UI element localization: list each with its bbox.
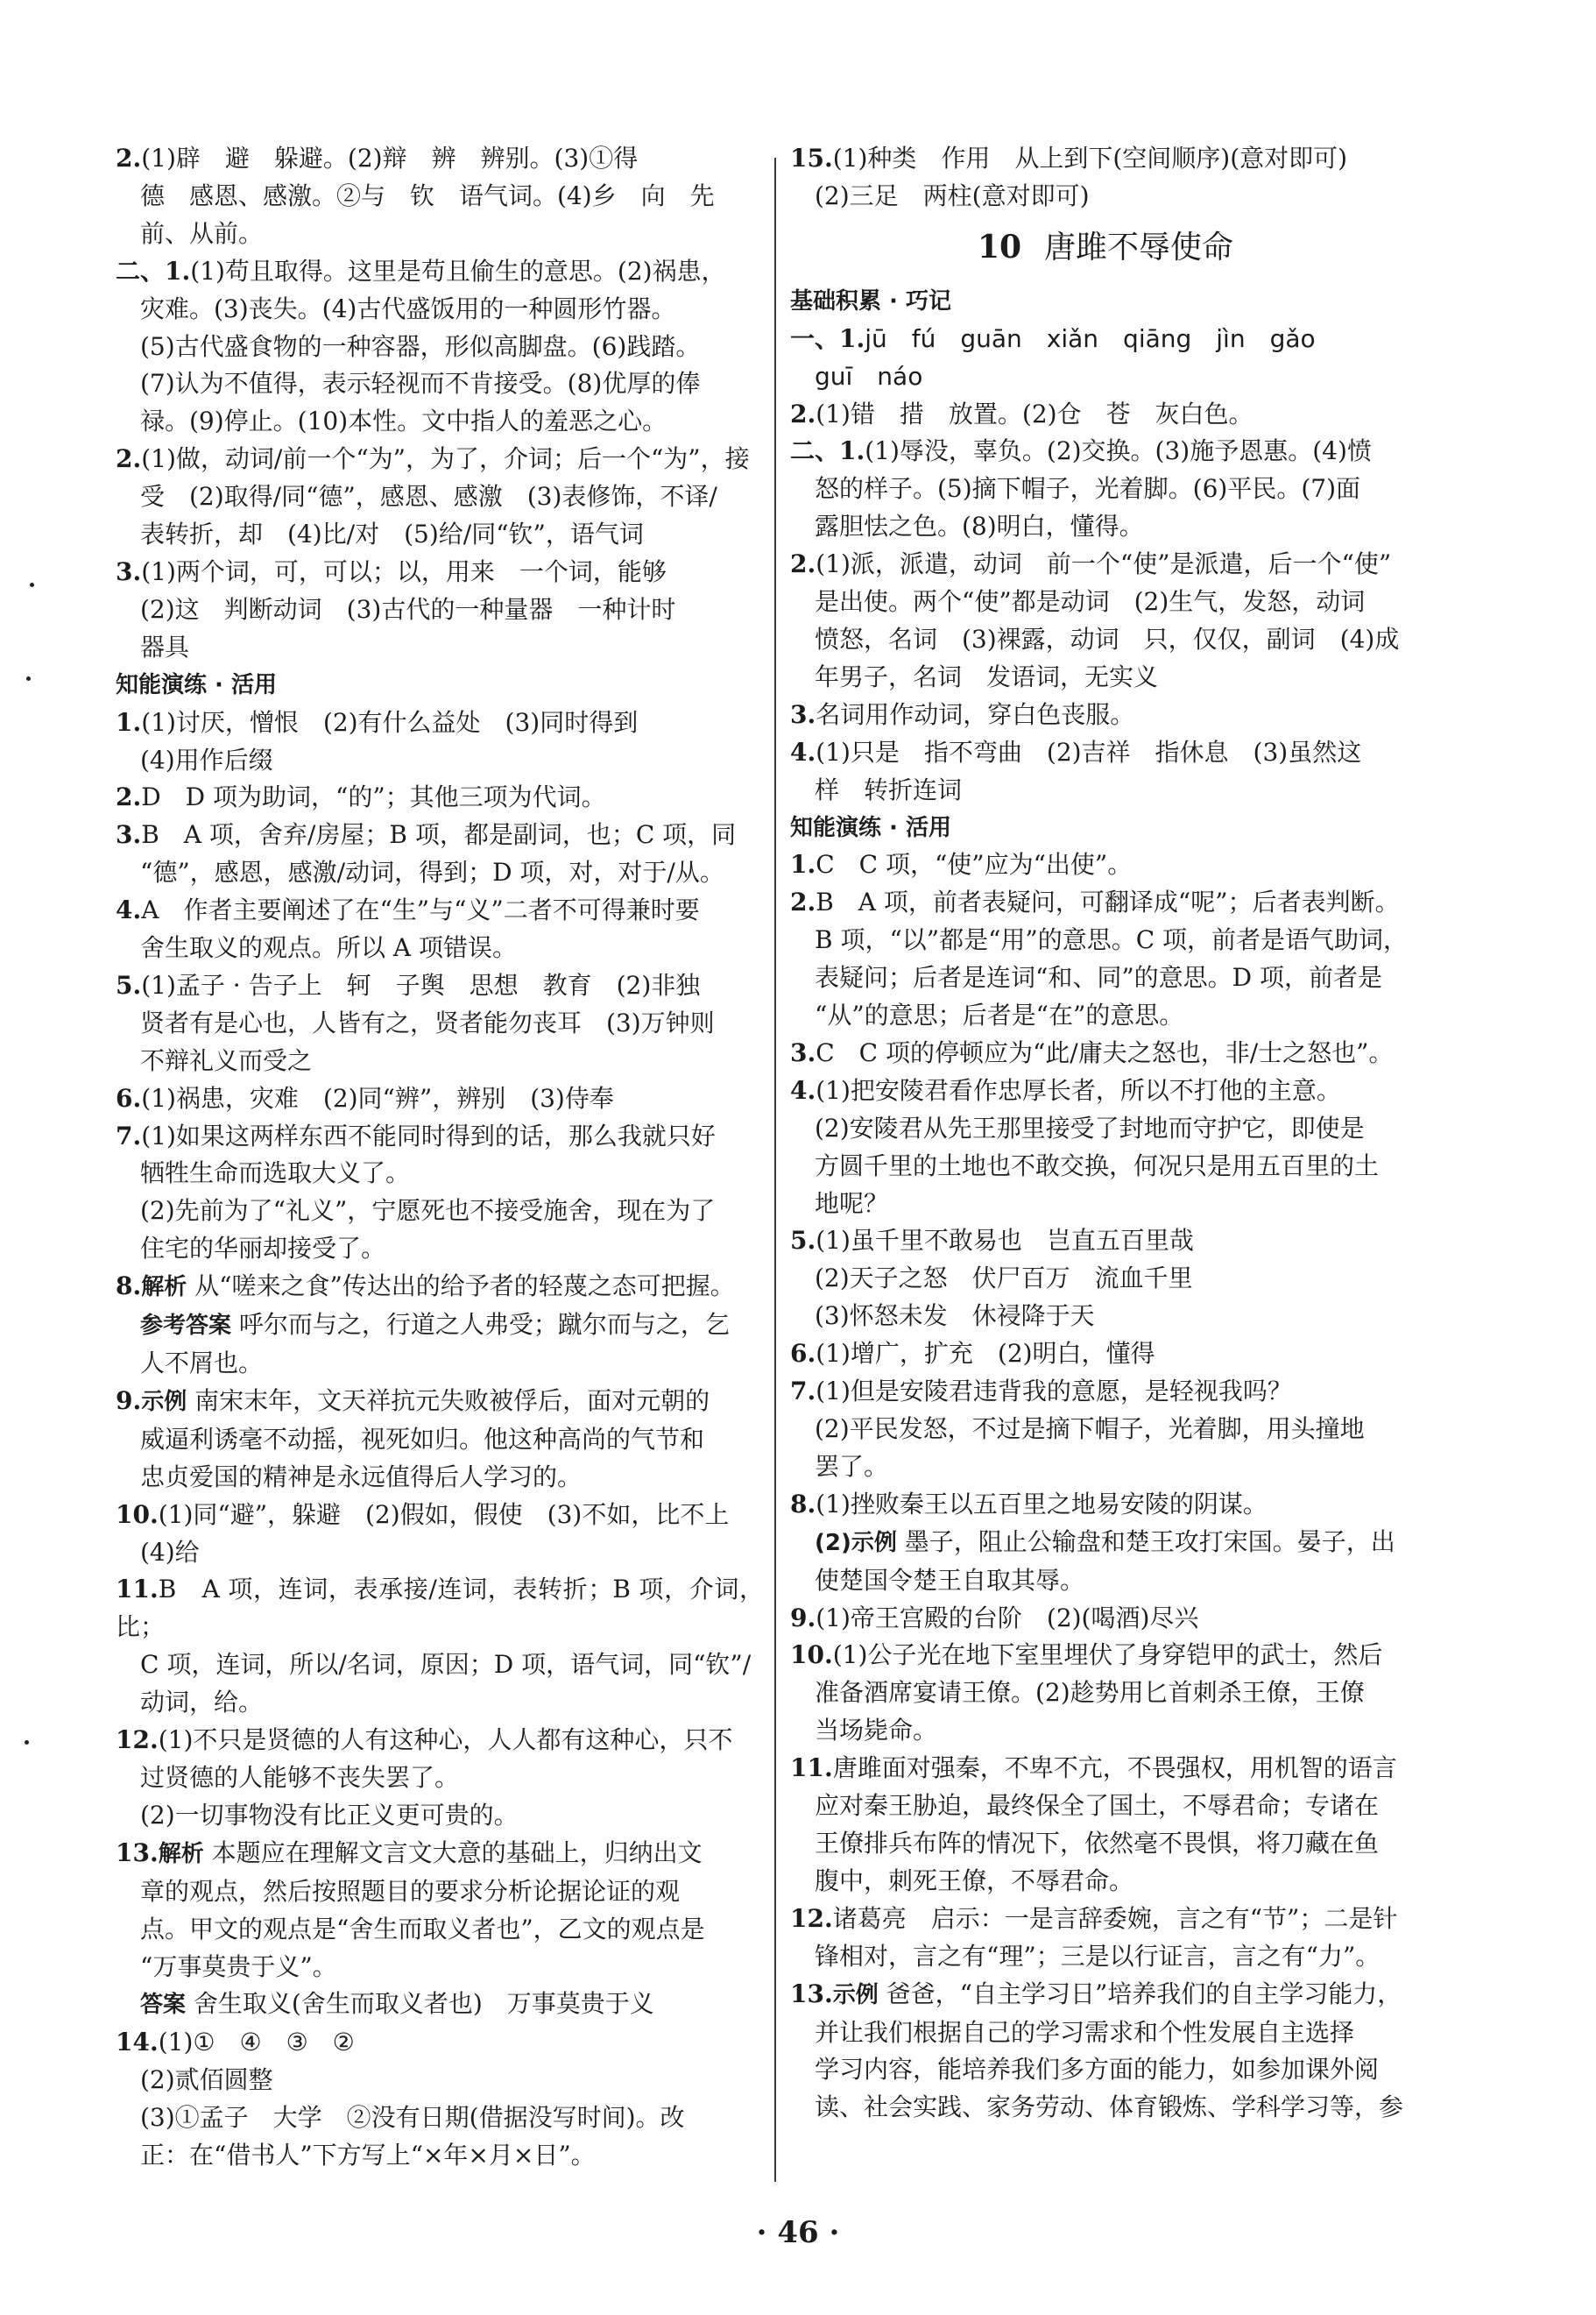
answer-line <box>116 291 764 329</box>
answer-line <box>116 1949 764 1986</box>
answer-line <box>790 1110 1421 1148</box>
answer-line <box>116 1230 764 1268</box>
answer-line <box>116 516 764 554</box>
item-number: 8. <box>790 1489 816 1519</box>
answer-line <box>116 1043 764 1080</box>
item-number: 3. <box>116 820 142 850</box>
answer-item <box>790 846 1421 884</box>
item-number: 8. <box>116 1271 142 1301</box>
line-text: (1)增广，扩充 (2)明白，懂得 <box>816 1339 1155 1369</box>
line-text: B A 项，连词，表承接/连词，表转折；B 项，介词，比； <box>116 1575 764 1642</box>
line-text: C C 项，“使”应为“出使”。 <box>816 850 1133 880</box>
line-text: 贤者有是心也，人皆有之，贤者能勿丧耳 (3)万钟则 <box>140 1008 715 1037</box>
line-text: 学习内容，能培养我们多方面的能力，如参加课外阅 <box>815 2055 1380 2085</box>
answer-line <box>116 2137 764 2175</box>
line-text: 德 感恩、感激。②与 钦 语气词。(4)乡 向 先 <box>140 181 715 210</box>
line-text: 器具 <box>140 632 190 662</box>
answer-item <box>116 441 764 478</box>
answer-line <box>116 1759 764 1797</box>
line-text: jū fú guān xiǎn qiāng jìn gǎo <box>865 323 1316 353</box>
answer-line <box>116 1155 764 1193</box>
answer-item <box>116 1118 764 1156</box>
answer-item <box>790 1035 1421 1073</box>
answer-item <box>116 253 764 291</box>
answer-line <box>790 621 1421 659</box>
item-number: 13. <box>116 1837 159 1867</box>
answer-line <box>116 2062 764 2099</box>
answer-item <box>116 140 764 178</box>
answer-label: 答案 <box>140 1992 187 2019</box>
line-text: 舍生取义的观点。所以 A 项错误。 <box>140 933 518 963</box>
answer-label: 示例 <box>141 1388 187 1415</box>
line-text: (1)苟且取得。这里是苟且偷生的意思。(2)祸患， <box>190 256 726 286</box>
answer-line <box>116 854 764 892</box>
answer-item <box>116 1835 764 1873</box>
line-text: 墨子，阻止公输盘和楚王攻打宋国。晏子，出 <box>896 1526 1395 1556</box>
line-text: 禄。(9)停止。(10)本性。文中指人的羞恶之心。 <box>140 407 667 436</box>
line-text: (2)安陵君从先王那里接受了封地而守护它，即使是 <box>815 1113 1365 1143</box>
item-number: 11. <box>790 1753 833 1783</box>
line-text: C 项，连词，所以/名词，原因；D 项，语气词，同“钦”/ <box>140 1650 752 1680</box>
answer-line <box>116 2099 764 2137</box>
line-text: 章的观点，然后按照题目的要求分析论据论证的观 <box>140 1876 681 1906</box>
item-number: 9. <box>116 1385 142 1415</box>
answer-line <box>790 1186 1421 1223</box>
item-number: 2. <box>116 444 142 474</box>
line-text: (1)错 措 放置。(2)仓 苍 灰白色。 <box>816 399 1253 428</box>
item-number: 3. <box>790 1037 816 1067</box>
line-text: 唐雎面对强秦，不卑不亢，不畏强权，用机智的语言 <box>832 1753 1397 1783</box>
line-text: 住宅的华丽却接受了。 <box>140 1234 386 1264</box>
answer-line <box>790 2089 1421 2127</box>
line-text: (1)祸患，灾难 (2)同“辨”，辨别 (3)侍奉 <box>141 1083 614 1113</box>
line-text: 呼尔而与之，行道之人弗受；蹴尔而与之，乞 <box>231 1310 730 1340</box>
answer-line <box>790 659 1421 697</box>
line-text: 过贤德的人能够不丧失罢了。 <box>140 1762 460 1792</box>
line-text: B A 项，前者表疑问，可翻译成“呢”；后者表判断。 <box>816 888 1400 917</box>
line-text: 人不屑也。 <box>140 1349 264 1377</box>
answer-item <box>790 1901 1421 1938</box>
item-number: 2. <box>790 399 816 428</box>
line-text: 罢了。 <box>815 1451 889 1481</box>
answer-line <box>790 508 1421 546</box>
line-text: (1)① ④ ③ ② <box>158 2028 355 2057</box>
item-number: 11. <box>116 1575 159 1604</box>
answer-item <box>790 884 1421 922</box>
line-text: 舍生取义(舍生而取义者也) 万事莫贵于义 <box>186 1989 654 2019</box>
line-text: 本题应在理解文言文大意的基础上，归纳出文 <box>203 1837 703 1867</box>
line-text: 样 转折连词 <box>815 775 963 804</box>
item-number: 7. <box>790 1377 816 1406</box>
answer-item <box>790 1335 1421 1373</box>
answer-item <box>116 1497 764 1534</box>
line-text: 受 (2)取得/同“德”，感恩、感激 (3)表修饰，不译/ <box>140 482 717 512</box>
answer-line <box>790 358 1421 396</box>
answer-item <box>116 967 764 1005</box>
line-text: 方圆千里的土地也不敢交换，何况只是用五百里的土 <box>815 1150 1380 1180</box>
line-text: 并让我们根据自己的学习需求和个性发展自主选择 <box>815 2017 1355 2047</box>
line-text: 愤怒，名词 (3)裸露，动词 只，仅仅，副词 (4)成 <box>815 624 1400 654</box>
margin-mark <box>25 1740 29 1745</box>
answer-item <box>790 1222 1421 1260</box>
line-text: 读、社会实践、家务劳动、体育锻炼、学科学习等，参 <box>815 2092 1404 2122</box>
item-number: 10. <box>116 1499 159 1529</box>
item-number: 2. <box>116 144 142 173</box>
answer-line <box>116 1421 764 1459</box>
line-text: guī náo <box>815 361 923 391</box>
subsection-header: 知能演练 · 活用 <box>116 671 277 698</box>
answer-item <box>116 1722 764 1759</box>
answer-line <box>790 922 1421 959</box>
answer-line <box>790 1298 1421 1335</box>
line-text: (1)同“避”，躲避 (2)假如，假使 (3)不如，比不上 <box>158 1499 730 1529</box>
line-text: (1)做，动词/前一个“为”，为了，介词；后一个“为”，接 <box>141 444 750 474</box>
item-number: 6. <box>116 1083 142 1113</box>
item-number: 一、1. <box>790 323 865 353</box>
line-text: (1)公子光在地下室里埋伏了身穿铠甲的武士，然后 <box>832 1640 1383 1670</box>
line-text: (4)用作后缀 <box>140 745 273 775</box>
line-text: 忠贞爱国的精神是永远值得后人学习的。 <box>140 1462 583 1491</box>
answer-line <box>790 959 1421 997</box>
line-text: (1)但是安陵君违背我的意愿，是轻视我吗？ <box>816 1377 1292 1406</box>
line-text: 威逼利诱毫不动摇，视死如归。他这种高尚的气节和 <box>140 1424 705 1454</box>
item-number: 12. <box>116 1725 159 1755</box>
line-text: 爸爸，“自主学习日”培养我们的自主学习能力， <box>878 1979 1402 2008</box>
line-text: A 作者主要阐述了在“生”与“义”二者不可得兼时要 <box>141 896 700 925</box>
line-text: (5)古代盛食物的一种容器，形似高脚盘。(6)践踏。 <box>140 331 701 361</box>
answer-line <box>790 2014 1421 2052</box>
answer-line <box>116 742 764 780</box>
page-number: · 46 · <box>756 2215 840 2250</box>
line-text: (2)三足 两柱(意对即可) <box>815 181 1090 210</box>
answer-line <box>116 1193 764 1230</box>
answer-line <box>116 1646 764 1684</box>
answer-line <box>790 1562 1421 1600</box>
line-text: 名词用作动词，穿白色丧服。 <box>816 699 1135 729</box>
answer-item <box>790 1373 1421 1411</box>
line-text: 应对秦王胁迫，最终保全了国土，不辱君命；专诸在 <box>815 1791 1380 1821</box>
answer-line <box>116 591 764 629</box>
line-text: 南宋末年，文天祥抗元失败被俘后，面对元朝的 <box>187 1385 710 1415</box>
line-text: (2)一切事物没有比正义更可贵的。 <box>140 1800 519 1830</box>
answer-line <box>790 1674 1421 1712</box>
answer-item <box>116 1080 764 1118</box>
line-text: 诸葛亮 启示：一是言辞委婉，言之有“节”；二是针 <box>832 1903 1398 1933</box>
line-text: (1)讨厌，憎恨 (2)有什么益处 (3)同时得到 <box>141 707 639 737</box>
answer-line <box>790 1148 1421 1186</box>
line-text: 地呢？ <box>815 1188 889 1218</box>
item-number: 4. <box>116 896 142 925</box>
line-text: (2)这 判断动词 (3)古代的一种量器 一种计时 <box>140 594 676 624</box>
answer-line <box>790 1863 1421 1901</box>
line-text: B 项，“以”都是“用”的意思。C 项，前者是语气助词， <box>815 925 1409 955</box>
line-text: (1)帝王宫殿的台阶 (2)(喝酒)尽兴 <box>816 1603 1199 1632</box>
section-title-text: 唐雎不辱使命 <box>1044 229 1234 265</box>
answer-item <box>790 1073 1421 1110</box>
item-number: 9. <box>790 1603 816 1632</box>
margin-mark <box>30 583 34 587</box>
answer-line <box>116 1005 764 1043</box>
answer-line <box>790 1411 1421 1448</box>
line-text: 当场毙命。 <box>815 1716 938 1745</box>
item-number: 15. <box>790 144 833 173</box>
line-text: (1)两个词，可，可以；以，用来 一个词，能够 <box>141 556 667 586</box>
item-number: 2. <box>790 888 816 917</box>
answer-item <box>116 779 764 817</box>
line-text: C C 项的停顿应为“此/庸夫之怒也，非/士之怒也”。 <box>816 1037 1394 1067</box>
line-text: D D 项为助词，“的”；其他三项为代词。 <box>141 782 606 812</box>
item-number: 3. <box>116 556 142 586</box>
answer-line <box>116 1873 764 1911</box>
item-number: 二、1. <box>790 436 865 466</box>
answer-line <box>790 471 1421 508</box>
answer-item <box>790 140 1421 178</box>
answer-line <box>790 178 1421 216</box>
line-text: (3)①孟子 大学 ②没有日期(借据没写时间)。改 <box>140 2103 685 2133</box>
answer-label: 示例 <box>832 1981 879 2008</box>
line-text: 锋相对，言之有“理”；三是以行证言，言之有“力”。 <box>815 1941 1381 1971</box>
answer-line <box>116 329 764 366</box>
answer-item <box>790 396 1421 434</box>
line-text: “万事莫贵于义”。 <box>140 1951 337 1981</box>
answer-line <box>116 365 764 403</box>
answer-line <box>790 2051 1421 2089</box>
line-text: (1)辱没，辜负。(2)交换。(3)施予恩惠。(4)愤 <box>865 436 1372 466</box>
line-text: (1)虽千里不敢易也 岂直五百里哉 <box>816 1226 1194 1256</box>
line-text: (2)平民发怒，不过是摘下帽子，光着脚，用头撞地 <box>815 1414 1365 1443</box>
answer-line <box>116 1345 764 1383</box>
section-title <box>790 219 1421 276</box>
answer-item <box>116 1571 764 1646</box>
item-number: 5. <box>116 970 142 1000</box>
subsection-header: 知能演练 · 活用 <box>790 814 951 841</box>
answer-item <box>116 1383 764 1421</box>
answer-item <box>790 1600 1421 1638</box>
item-number: 1. <box>116 707 142 737</box>
line-text: (1)把安陵君看作忠厚长者，所以不打他的主意。 <box>816 1075 1341 1105</box>
line-text: (1)辟 避 躲避。(2)辩 辨 辨别。(3)①得 <box>141 144 639 173</box>
line-text: 表转折，却 (4)比/对 (5)给/同“钦”，语气词 <box>140 520 644 549</box>
line-text: B A 项，舍弃/房屋；B 项，都是副词，也；C 项，同 <box>141 820 737 850</box>
right-column <box>790 140 1421 2127</box>
line-text: 露胆怯之色。(8)明白，懂得。 <box>815 512 1144 542</box>
item-number: 2. <box>116 782 142 812</box>
line-text: (1)如果这两样东西不能同时得到的话，那么我就只好 <box>141 1121 716 1150</box>
section-number: 10 <box>977 228 1022 265</box>
line-text: (7)认为不值得，表示轻视而不肯接受。(8)优厚的俸 <box>140 369 701 399</box>
answer-line <box>116 1684 764 1722</box>
answer-line <box>116 478 764 516</box>
line-text: (1)孟子 · 告子上 轲 子舆 思想 教育 (2)非独 <box>141 970 701 1000</box>
answer-line <box>116 1459 764 1497</box>
line-text: 点。甲文的观点是“舍生而取义者也”，乙文的观点是 <box>140 1914 705 1943</box>
line-text: (1)种类 作用 从上到下(空间顺序)(意对即可) <box>832 144 1348 173</box>
answer-line <box>790 1524 1421 1562</box>
item-number: 二、1. <box>116 256 191 286</box>
answer-line <box>790 1825 1421 1863</box>
answer-line <box>790 1448 1421 1486</box>
answer-line <box>790 1260 1421 1298</box>
item-number: 4. <box>790 1075 816 1105</box>
answer-line <box>790 584 1421 621</box>
line-text: 动词，给。 <box>140 1688 264 1717</box>
answer-item <box>116 554 764 591</box>
answer-label: 解析 <box>158 1840 204 1867</box>
line-text: (1)派，派遣，动词 前一个“使”是派遣，后一个“使” <box>816 549 1392 579</box>
answer-line <box>116 403 764 441</box>
line-text: 正：在“借书人”下方写上“×年×月×日”。 <box>140 2141 596 2170</box>
answer-item <box>116 892 764 930</box>
line-text: 怒的样子。(5)摘下帽子，光着脚。(6)平民。(7)面 <box>815 474 1360 504</box>
line-text: 王僚排兵布阵的情况下，依然毫不畏惧，将刀藏在鱼 <box>815 1828 1380 1858</box>
line-text: “从”的意思；后者是“在”的意思。 <box>815 1001 1184 1030</box>
item-number: 4. <box>790 737 816 767</box>
answer-line <box>790 772 1421 810</box>
line-text: (3)怀怒未发 休祲降于天 <box>815 1301 1095 1331</box>
answer-line <box>116 1986 764 2024</box>
answer-item <box>790 1750 1421 1788</box>
answer-item <box>790 1637 1421 1674</box>
answer-line <box>790 997 1421 1035</box>
answer-item <box>790 321 1421 358</box>
subsection-header: 基础积累 · 巧记 <box>790 287 951 315</box>
answer-label: 参考答案 <box>140 1313 232 1340</box>
answer-line <box>116 216 764 253</box>
answer-line <box>116 1534 764 1572</box>
line-text: 灾难。(3)丧失。(4)古代盛饭用的一种圆形竹器。 <box>140 294 676 323</box>
item-number: 7. <box>116 1121 142 1150</box>
item-number: 6. <box>790 1339 816 1369</box>
answer-item <box>790 734 1421 772</box>
line-text: 使楚国令楚王自取其辱。 <box>815 1565 1085 1595</box>
answer-item <box>790 546 1421 584</box>
line-text: (4)给 <box>140 1537 200 1567</box>
answer-item <box>790 1486 1421 1524</box>
line-text: 前、从前。 <box>140 218 264 248</box>
line-text: “德”，感恩，感激/动词，得到；D 项，对，对于/从。 <box>140 858 724 888</box>
line-text: 准备酒席宴请王僚。(2)趁势用匕首刺杀王僚，王僚 <box>815 1678 1365 1708</box>
line-text: 不辩礼义而受之 <box>140 1045 313 1075</box>
item-number: 1. <box>790 850 816 880</box>
answer-line <box>116 178 764 216</box>
line-text: (1)挫败秦王以五百里之地易安陵的阴谋。 <box>816 1489 1268 1519</box>
line-text: 腹中，刺死王僚，不辱君命。 <box>815 1865 1134 1895</box>
line-text: 是出使。两个“使”都是动词 (2)生气，发怒，动词 <box>815 587 1366 617</box>
item-number: 12. <box>790 1903 833 1933</box>
answer-label: (2)示例 <box>815 1529 897 1556</box>
answer-line <box>790 1712 1421 1750</box>
answer-item <box>116 1268 764 1306</box>
item-number: 10. <box>790 1640 833 1670</box>
left-column <box>116 140 764 2175</box>
column-divider <box>774 158 776 2182</box>
answer-line <box>116 1797 764 1835</box>
line-text: 表疑问；后者是连词“和、同”的意思。D 项，前者是 <box>815 963 1382 993</box>
answer-line <box>116 629 764 667</box>
line-text: 牺牲生命而选取大义了。 <box>140 1158 411 1188</box>
answer-item <box>116 2024 764 2062</box>
answer-line <box>116 1306 764 1345</box>
item-number: 13. <box>790 1979 833 2008</box>
answer-line <box>790 1938 1421 1976</box>
line-text: (2)天子之怒 伏尸百万 流血千里 <box>815 1264 1193 1293</box>
line-text: (1)不只是贤德的人有这种心，人人都有这种心，只不 <box>158 1725 733 1755</box>
answer-item <box>790 1976 1421 2014</box>
line-text: (2)先前为了“礼义”，宁愿死也不接受施舍，现在为了 <box>140 1196 716 1226</box>
item-number: 3. <box>790 699 816 729</box>
answer-line <box>116 1911 764 1949</box>
answer-item <box>790 697 1421 734</box>
answer-item <box>116 704 764 742</box>
answer-label: 解析 <box>141 1274 187 1301</box>
answer-item <box>116 817 764 854</box>
item-number: 14. <box>116 2028 159 2057</box>
answer-line <box>116 930 764 967</box>
answer-item <box>790 433 1421 471</box>
line-text: 从“嗟来之食”传达出的给予者的轻蔑之态可把握。 <box>187 1271 735 1301</box>
line-text: (2)贰佰圆整 <box>140 2065 273 2095</box>
item-number: 5. <box>790 1226 816 1256</box>
item-number: 2. <box>790 549 816 579</box>
answer-line <box>790 1788 1421 1825</box>
line-text: 年男子，名词 发语词，无实义 <box>815 662 1159 691</box>
line-text: (1)只是 指不弯曲 (2)吉祥 指休息 (3)虽然这 <box>816 737 1362 767</box>
margin-mark <box>26 676 31 681</box>
